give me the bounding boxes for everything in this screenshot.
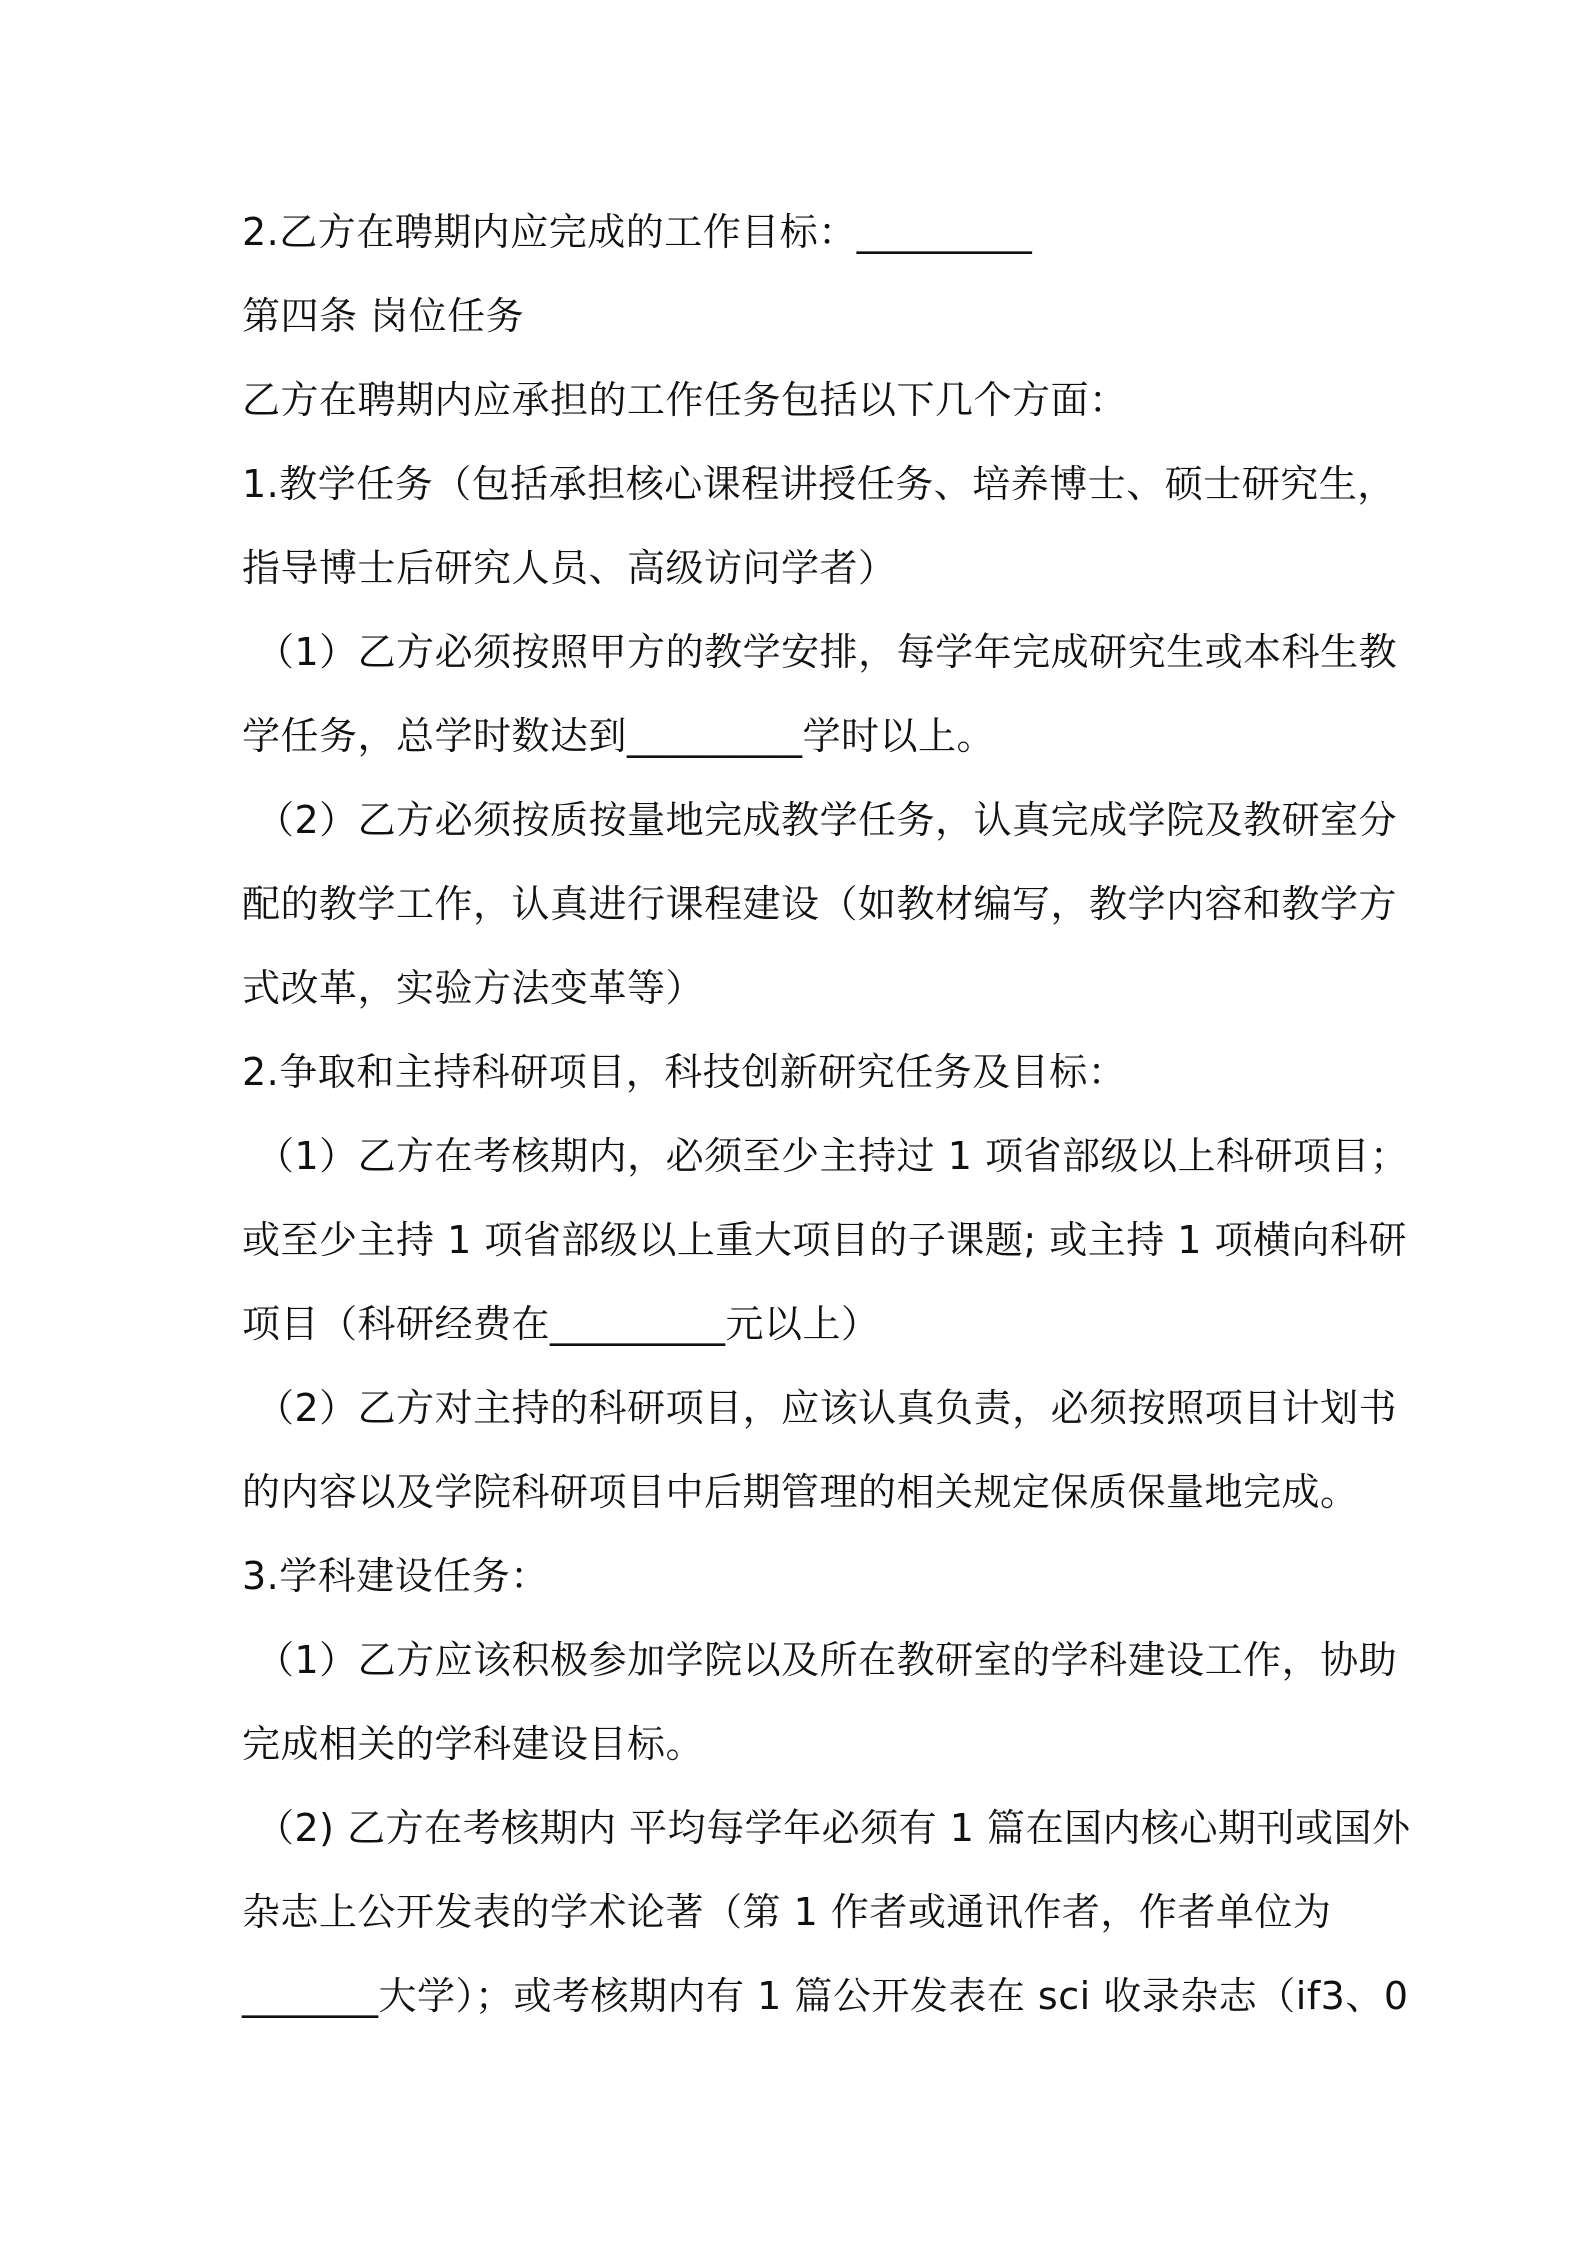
paragraph-line: 1.教学任务（包括承担核心课程讲授任务、培养博士、硕士研究生，: [242, 462, 1396, 506]
paragraph-line: 指导博士后研究人员、高级访问学者）: [242, 546, 897, 590]
paragraph-line: 完成相关的学科建设目标。: [242, 1722, 705, 1766]
paragraph-line: 的内容以及学院科研项目中后期管理的相关规定保质保量地完成。: [242, 1470, 1359, 1514]
paragraph-line: 或至少主持 1 项省部级以上重大项目的子课题; 或主持 1 项横向科研: [242, 1218, 1408, 1262]
paragraph-line: 2.争取和主持科研项目，科技创新研究任务及目标：: [242, 1050, 1127, 1094]
paragraph-line: _______大学）；或考核期内有 1 篇公开发表在 sci 收录杂志（if3、0: [242, 1974, 1409, 2018]
paragraph-line: 式改革，实验方法变革等）: [242, 966, 705, 1010]
paragraph-line: （2) 乙方在考核期内 平均每学年必须有 1 篇在国内核心期刊或国外: [256, 1806, 1411, 1850]
article-heading: 第四条 岗位任务: [242, 294, 525, 338]
paragraph-line: 项目（科研经费在_________元以上）: [242, 1302, 880, 1346]
paragraph-line: 2.乙方在聘期内应完成的工作目标：_________: [242, 210, 1033, 254]
paragraph-line: 学任务，总学时数达到_________学时以上。: [242, 714, 996, 758]
paragraph-line: 乙方在聘期内应承担的工作任务包括以下几个方面：: [242, 378, 1128, 422]
paragraph-line: 3.学科建设任务：: [242, 1554, 549, 1598]
paragraph-line: （1）乙方必须按照甲方的教学安排，每学年完成研究生或本科生教: [256, 630, 1398, 674]
paragraph-line: （1）乙方在考核期内，必须至少主持过 1 项省部级以上科研项目；: [256, 1134, 1409, 1178]
paragraph-line: （2）乙方必须按质按量地完成教学任务，认真完成学院及教研室分: [256, 798, 1398, 842]
paragraph-line: 配的教学工作，认真进行课程建设（如教材编写，教学内容和教学方: [242, 882, 1398, 926]
paragraph-line: （2）乙方对主持的科研项目，应该认真负责，必须按照项目计划书: [256, 1386, 1398, 1430]
paragraph-line: 杂志上公开发表的学术论著（第 1 作者或通讯作者，作者单位为: [242, 1890, 1332, 1934]
paragraph-line: （1）乙方应该积极参加学院以及所在教研室的学科建设工作，协助: [256, 1638, 1398, 1682]
document-body: [242, 200, 1411, 2048]
